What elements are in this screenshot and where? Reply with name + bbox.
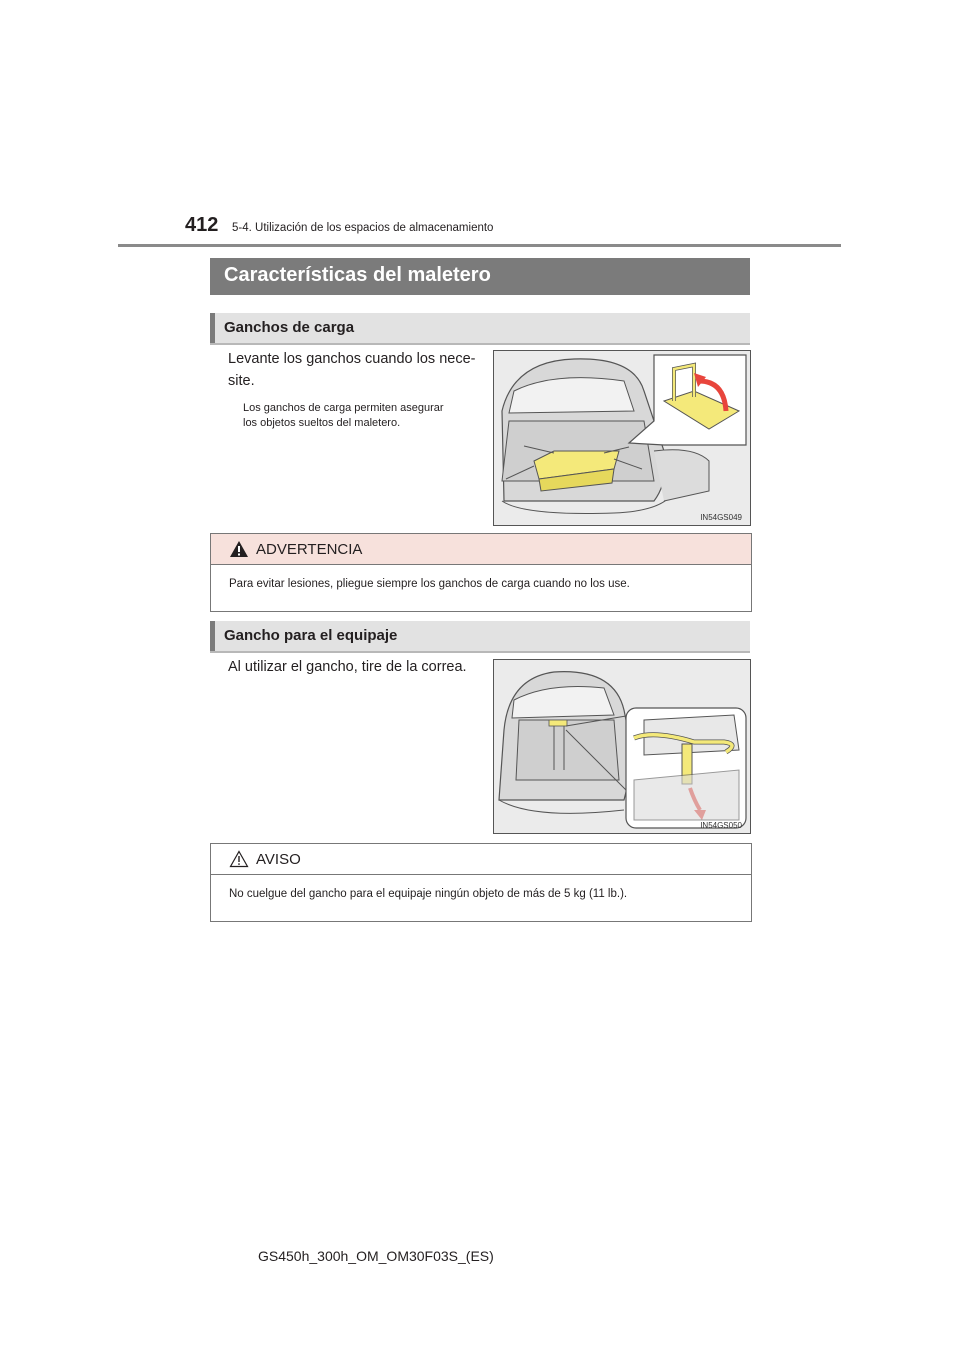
luggage-hook-instruction: Al utilizar el gancho, tire de la correa. [228,659,467,675]
cargo-hooks-note [243,401,488,431]
subsection-title: Gancho para el equipaje [224,627,398,644]
subsection-title: Ganchos de carga [224,319,355,336]
figure-code: IN54GS049 [700,513,742,522]
trunk-hook-drawing [494,660,750,833]
instruction-line: Levante los ganchos cuando los nece- [228,351,476,367]
page-number: 412 [185,214,219,236]
warning-header [211,534,751,565]
document-code: GS450h_300h_OM_OM30F03S_(ES) [258,1248,494,1264]
notice-label: AVISO [256,851,301,868]
warning-box [210,533,752,612]
chapter-heading: 5-4. Utilización de los espacios de almacenamiento [232,222,494,234]
figure-code: IN54GS050 [700,821,742,830]
subsection-cargo-hooks [210,313,750,345]
warning-triangle-icon [229,540,249,558]
header-rule [118,244,841,247]
section-title-bar [210,258,750,295]
cargo-hooks-illustration [493,350,751,526]
note-line: los objetos sueltos del maletero. [243,417,401,429]
cargo-hooks-instruction [228,348,483,392]
trunk-car-drawing [494,351,750,525]
warning-label: ADVERTENCIA [256,541,363,558]
subsection-stripe [210,621,215,651]
notice-text: No cuelgue del gancho para el equipaje ningún objeto de más de 5 kg (11 lb.). [229,888,628,900]
notice-header [211,844,751,875]
note-line: Los ganchos de carga permiten asegurar [243,402,444,414]
instruction-line: site. [228,373,255,389]
luggage-hook-illustration [493,659,751,834]
notice-box [210,843,752,922]
caution-triangle-icon [229,850,249,868]
warning-text: Para evitar lesiones, pliegue siempre los ganchos de carga cuando no los use. [229,578,630,590]
section-title: Características del maletero [224,264,491,286]
subsection-luggage-hook [210,621,750,653]
subsection-stripe [210,313,215,343]
